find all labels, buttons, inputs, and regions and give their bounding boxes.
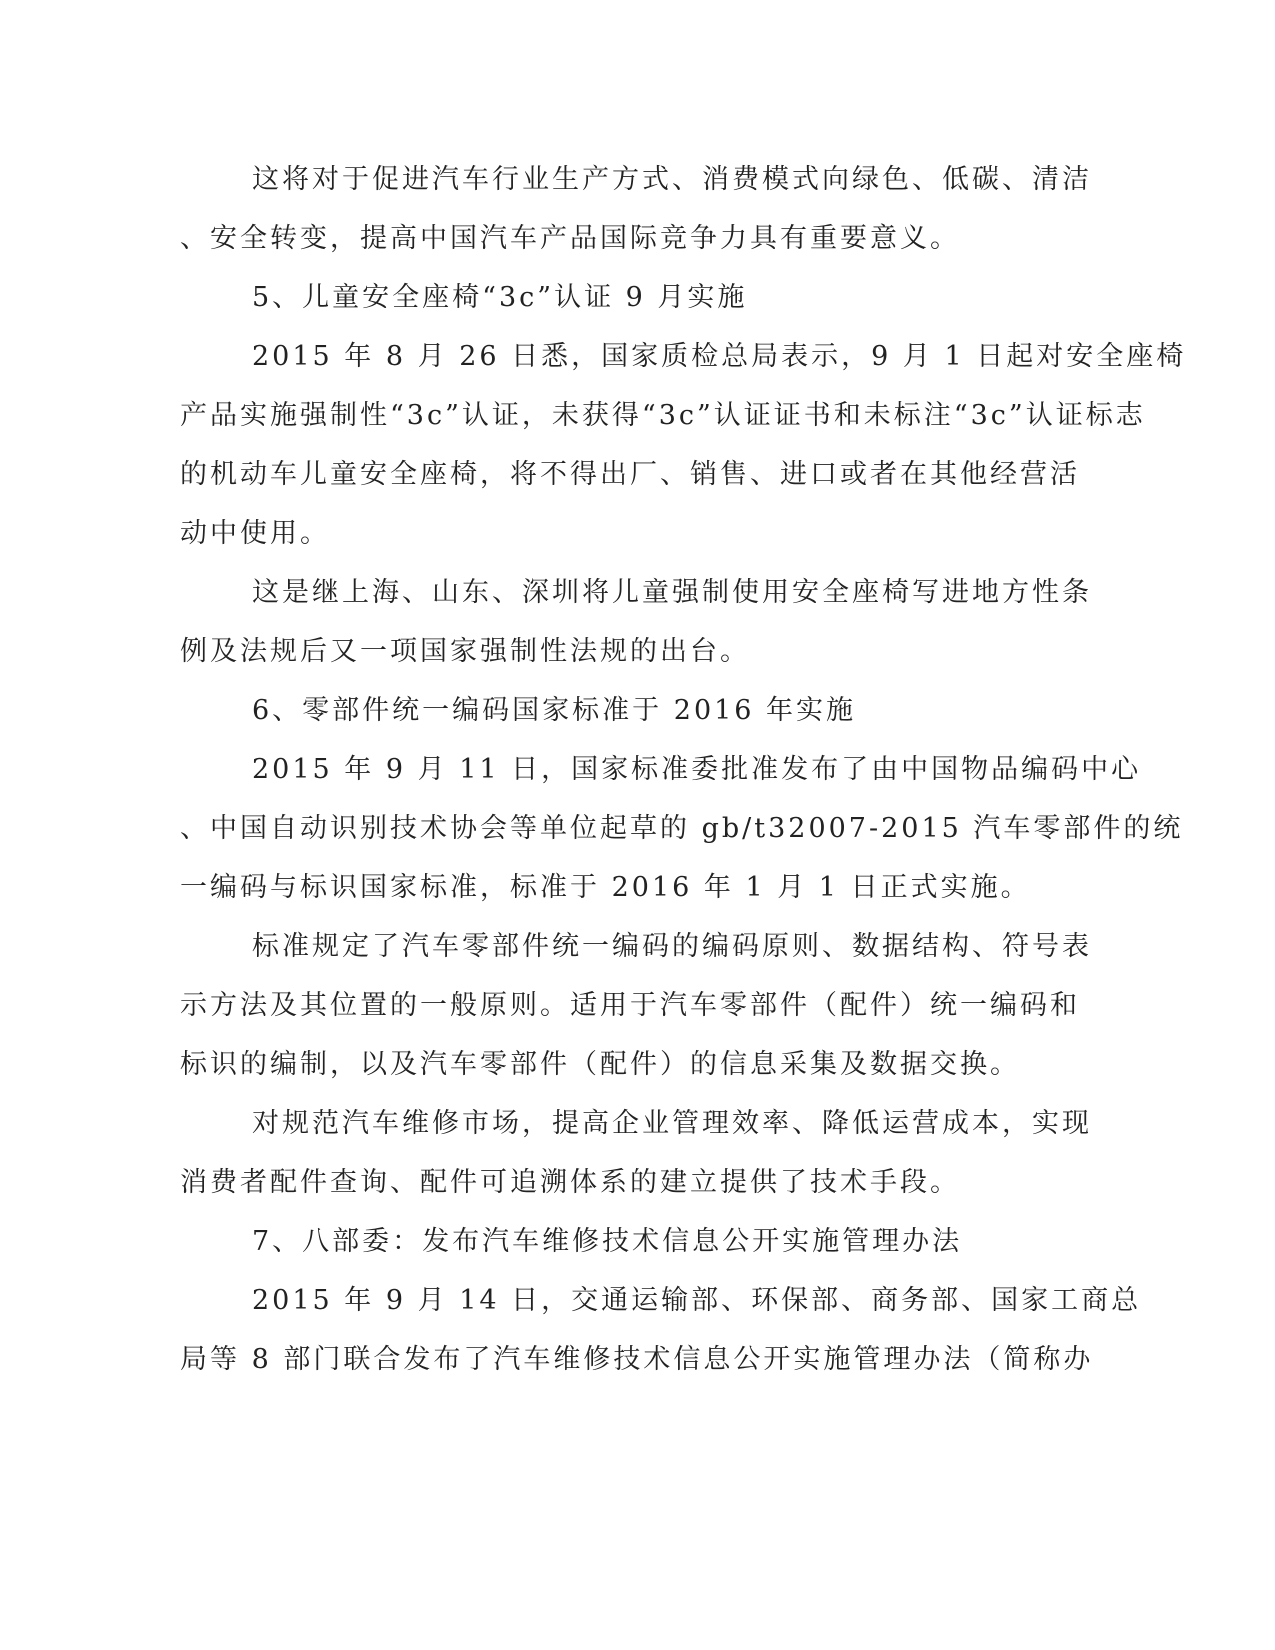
body-text-line: 、中国自动识别技术协会等单位起草的 gb/t32007-2015 汽车零部件的统 [180,813,1184,844]
body-text-line: 的机动车儿童安全座椅，将不得出厂、销售、进口或者在其他经营活 [180,459,1080,490]
body-text-line: 一编码与标识国家标准，标准于 2016 年 1 月 1 日正式实施。 [180,872,1031,903]
body-text-line: 示方法及其位置的一般原则。适用于汽车零部件（配件）统一编码和 [180,990,1080,1021]
body-text-line: 标准规定了汽车零部件统一编码的编码原则、数据结构、符号表 [252,931,1092,962]
body-text-line: 对规范汽车维修市场，提高企业管理效率、降低运营成本，实现 [252,1108,1092,1139]
body-text-line: 消费者配件查询、配件可追溯体系的建立提供了技术手段。 [180,1167,960,1198]
body-text-line: 例及法规后又一项国家强制性法规的出台。 [180,636,750,667]
section-heading: 7、八部委：发布汽车维修技术信息公开实施管理办法 [252,1226,963,1257]
body-text-line: 2015 年 9 月 14 日，交通运输部、环保部、商务部、国家工商总 [252,1285,1142,1316]
body-text-line: 局等 8 部门联合发布了汽车维修技术信息公开实施管理办法（简称办 [180,1344,1094,1375]
body-text-line: 动中使用。 [180,518,330,549]
body-text-line: 标识的编制，以及汽车零部件（配件）的信息采集及数据交换。 [180,1049,1020,1080]
section-heading: 5、儿童安全座椅“3c”认证 9 月实施 [252,282,748,313]
body-text-line: 这将对于促进汽车行业生产方式、消费模式向绿色、低碳、清洁 [252,164,1092,195]
document-page [180,150,1187,1389]
body-text-line: 2015 年 8 月 26 日悉，国家质检总局表示，9 月 1 日起对安全座椅 [252,341,1187,372]
body-text-line: 这是继上海、山东、深圳将儿童强制使用安全座椅写进地方性条 [252,577,1092,608]
body-text-line: 2015 年 9 月 11 日，国家标准委批准发布了由中国物品编码中心 [252,754,1142,785]
body-text-line: 产品实施强制性“3c”认证，未获得“3c”认证证书和未标注“3c”认证标志 [180,400,1146,431]
section-heading: 6、零部件统一编码国家标准于 2016 年实施 [252,695,857,726]
body-text-line: 、安全转变，提高中国汽车产品国际竞争力具有重要意义。 [180,223,960,254]
